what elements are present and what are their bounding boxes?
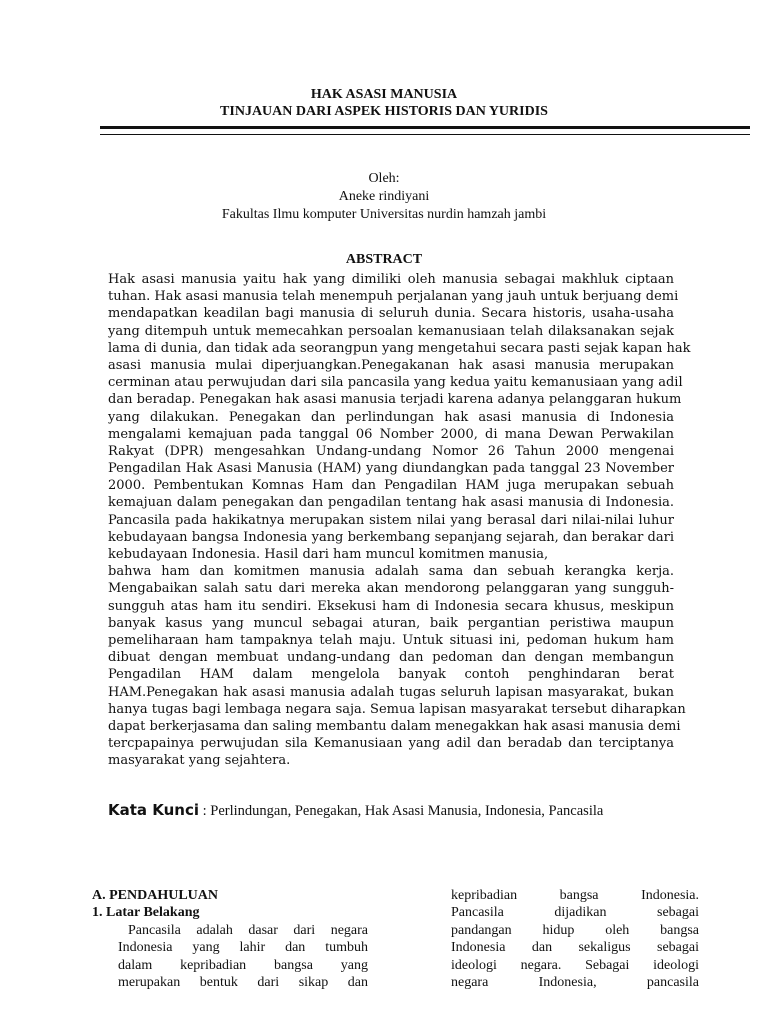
right-column-body [451, 887, 699, 991]
abstract-line: 2000. Pembentukan Komnas Ham dan Pengadilan HAM juga merupakan sebuah [108, 478, 674, 494]
title-rule-thin [100, 134, 750, 135]
paper-title [0, 86, 768, 120]
title-rule-thick [100, 126, 750, 129]
right-column [451, 887, 699, 991]
section-heading: A. PENDAHULUAN [92, 888, 218, 903]
abstract-line: Pengadilan Hak Asasi Manusia (HAM) yang diundangkan pada tanggal 23 November [108, 461, 674, 477]
abstract-line: kebudayaan Indonesia. Hasil dari ham muncul komitmen manusia, [108, 547, 549, 562]
abstract-line: Pengadilan HAM dalam mengelola banyak contoh penghindaran berat [108, 667, 674, 683]
abstract-line: yang ditempuh untuk memecahkan persoalan kemanusiaan telah dilaksanakan sejak [108, 323, 674, 339]
abstract-line: lama di dunia, dan tidak ada seorangpun yang mengetahui secara pasti sejak kapan hak [108, 340, 691, 356]
abstract-line: cerminan atau perwujudan dari sila pancasila yang kedua yaitu kemanusiaan yang adil [108, 375, 683, 391]
left-column-body [92, 922, 368, 992]
subsection-heading: 1. Latar Belakang [92, 905, 200, 921]
keywords-text: : Perlindungan, Penegakan, Hak Asasi Manusia, Indonesia, Pancasila [202, 803, 604, 819]
body-line: Indonesia dan sekaligus sebagai [451, 940, 699, 956]
abstract-line: Hak asasi manusia yaitu hak yang dimiliki oleh manusia sebagai makhluk ciptaan [108, 272, 674, 287]
body-line: Pancasila dijadikan sebagai [451, 905, 699, 921]
abstract-line: dan beradap. Penegakan hak asasi manusia terjadi karena adanya pelanggaran hukum [108, 392, 682, 408]
body-line: kepribadian bangsa Indonesia. [451, 888, 699, 903]
author-block [0, 170, 768, 224]
abstract-line: HAM.Penegakan hak asasi manusia adalah tugas seluruh lapisan masyarakat, bukan [108, 684, 674, 700]
body-line: Indonesia yang lahir dan tumbuh [118, 940, 368, 956]
abstract-line: kemajuan dalam penegakan dan pengadilan tentang hak asasi manusia di Indonesia. [108, 495, 674, 511]
abstract-line: dibuat dengan membuat undang-undang dan pedoman dan dengan membangun [108, 650, 674, 666]
abstract-line: banyak kasus yang muncul sebagai aturan, baik pergantian peristiwa maupun [108, 615, 674, 631]
abstract-heading: ABSTRACT [345, 252, 423, 267]
abstract-line: tuhan. Hak asasi manusia telah menempuh perjalanan yang jauh untuk berjuang demi [108, 289, 679, 305]
abstract-line: Pancasila pada hakikatnya merupakan sistem nilai yang berasal dari nilai-nilai luhur [108, 512, 674, 528]
abstract-line: Rakyat (DPR) mengesahkan Undang-undang Nomor 26 Tahun 2000 mengenai [108, 443, 674, 459]
title-line-2: TINJAUAN DARI ASPEK HISTORIS DAN YURIDIS [220, 104, 548, 119]
abstract-line: asasi manusia mulai diperjuangkan.Penegakanan hak asasi manusia merupakan [108, 357, 674, 373]
abstract-line: dapat berkerjasama dan saling membantu dalam menegakkan hak asasi manusia demi [108, 718, 681, 734]
abstract-line: bahwa ham dan komitmen manusia adalah sama dan sebuah kerangka kerja. [108, 564, 674, 580]
abstract-line: Mengabaikan salah satu dari mereka akan mendorong pelanggaran yang sungguh- [108, 581, 674, 597]
keywords-label: Kata Kunci [108, 801, 200, 819]
keywords-line [108, 801, 708, 820]
abstract-line: mendapatkan keadilan bagi manusia di seluruh dunia. Secara historis, usaha-usaha [108, 306, 674, 322]
abstract-line: masyarakat yang sejahtera. [108, 753, 291, 769]
body-line: merupakan bentuk dari sikap dan [118, 974, 368, 990]
author-affiliation: Fakultas Ilmu komputer Universitas nurdin hamzah jambi [221, 207, 547, 222]
abstract-line: hanya tugas bagi lembaga negara saja. Semua lapisan masyarakat tersebut diharapkan [108, 701, 686, 717]
abstract-line: yang dilakukan. Penegakan dan perlindungan hak asasi manusia di Indonesia [108, 409, 674, 425]
body-line: Pancasila adalah dasar dari negara [128, 922, 368, 938]
title-line-1: HAK ASASI MANUSIA [310, 87, 458, 102]
abstract-line: pemeliharaan ham tampaknya telah maju. Untuk situasi ini, pedoman hukum ham [108, 632, 674, 648]
abstract-line: mengalami kemajuan pada tanggal 06 Nomber 2000, di mana Dewan Perwakilan [108, 426, 674, 442]
author-name: Aneke rindiyani [338, 189, 430, 204]
left-column [92, 887, 368, 991]
abstract-line: sungguh atas ham itu sendiri. Eksekusi ham di Indonesia secara khusus, meskipun [108, 598, 674, 614]
body-line: pandangan hidup oleh bangsa [451, 922, 699, 938]
body-line: ideologi negara. Sebagai ideologi [451, 957, 699, 973]
abstract-body [108, 271, 691, 769]
abstract-line: kebudayaan bangsa Indonesia yang berkembang sepanjang sejarah, dan berakar dari [108, 529, 674, 545]
body-line: negara Indonesia, pancasila [451, 974, 699, 990]
by-label: Oleh: [368, 171, 400, 186]
body-line: dalam kepribadian bangsa yang [118, 957, 368, 973]
abstract-line: tercpapainya perwujudan sila Kemanusiaan yang adil dan beradab dan terciptanya [108, 736, 674, 752]
